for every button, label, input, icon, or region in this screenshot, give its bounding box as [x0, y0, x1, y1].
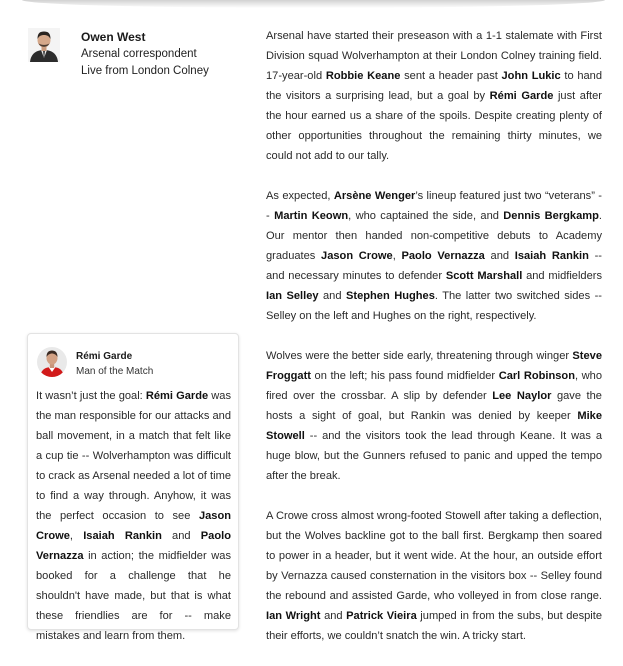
- text-run: and: [484, 250, 515, 262]
- text-run: and: [161, 530, 201, 542]
- text-run: and midfielders: [522, 270, 603, 282]
- bold-name: Rémi Garde: [145, 390, 209, 402]
- bold-name: John Lukic: [501, 70, 561, 82]
- text-run: ’s lineup featured just two “veterans” --: [266, 190, 602, 222]
- bold-name: Robbie Keane: [325, 70, 401, 82]
- match-report-article: [266, 26, 602, 666]
- author-location: Live from London Colney: [81, 65, 209, 77]
- text-run: -- and necessary minutes to defender: [266, 250, 602, 282]
- text-run: to hand the visitors a surprising lead, but a goal by: [266, 70, 602, 102]
- bold-name: Lee Naylor: [492, 390, 552, 402]
- motm-description: [36, 386, 231, 646]
- article-paragraph: [266, 346, 602, 486]
- text-run: was the man responsible for our attacks and ball movement, in a match that felt like a cup tie -- Wolverhampton was difficult to crack as Arsenal needed a lot of time to find a way through. Anyhow, it was the perfect occasion to see: [36, 390, 232, 522]
- text-run: As expected,: [266, 190, 334, 202]
- bold-name: Carl Robinson: [498, 370, 575, 382]
- text-run: and: [320, 610, 347, 622]
- man-of-the-match-card: [27, 333, 239, 642]
- article-paragraph: [266, 186, 602, 326]
- author-byline: [28, 28, 248, 88]
- player-avatar: [37, 347, 67, 377]
- bold-name: Ian Wright: [266, 610, 321, 622]
- text-run: sent a header past: [400, 70, 502, 82]
- bold-name: Steve Froggatt: [266, 350, 602, 382]
- bold-name: Isaiah Rankin: [83, 530, 162, 542]
- bold-name: Paolo Vernazza: [401, 250, 485, 262]
- bold-name: Scott Marshall: [445, 270, 523, 282]
- text-run: jumped in from the subs, but despite their efforts, we couldn’t snatch the win. A tricky start.: [266, 610, 603, 642]
- article-paragraph: [266, 506, 602, 646]
- bold-name: Stephen Hughes: [345, 290, 435, 302]
- bold-name: Martin Keown: [274, 210, 349, 222]
- motm-player-name: Rémi Garde: [76, 351, 133, 362]
- author-avatar: [28, 28, 60, 62]
- author-role: Arsenal correspondent: [81, 48, 197, 60]
- bold-name: Jason Crowe: [321, 250, 393, 262]
- text-run: . Our mentor then handed non-competitive debuts to Academy graduates: [266, 210, 603, 262]
- article-paragraph: [266, 26, 602, 166]
- bold-name: Dennis Bergkamp: [503, 210, 599, 222]
- text-run: on the left; his pass found midfielder: [310, 370, 499, 382]
- author-name: Owen West: [81, 30, 146, 44]
- bold-name: Isaiah Rankin: [514, 250, 589, 262]
- bold-name: Jason Crowe: [36, 510, 231, 542]
- bold-name: Arsène Wenger: [333, 190, 416, 202]
- text-run: gave the hosts a sight of goal, but Rankin was denied by keeper: [266, 390, 602, 422]
- text-run: ,: [392, 250, 402, 262]
- text-run: , who fired over the crossbar. A slip by defender: [266, 370, 603, 402]
- text-run: It wasn’t just the goal:: [36, 390, 146, 402]
- text-run: just after the hour earned us a share of the spoils. Despite creating plenty of other opportunities throughout the remaining thirty minutes, we could not add to our tally.: [266, 90, 602, 162]
- bold-name: Rémi Garde: [489, 90, 554, 102]
- bold-name: Patrick Vieira: [346, 610, 417, 622]
- text-run: A Crowe cross almost wrong-footed Stowell after taking a deflection, but the Wolves backline got to the ball first. Bergkamp then soared to power in a header, but it went wide. At the hour, an outside effort by Vernazza caused consternation in the visitors box -- Selley found the rebound and assisted Garde, who volleyed in from close range.: [266, 510, 602, 602]
- top-shadow-divider: [22, 0, 605, 8]
- text-run: , who captained the side, and: [348, 210, 504, 222]
- text-run: Wolves were the better side early, threatening through winger: [266, 350, 573, 362]
- bold-name: Paolo Vernazza: [36, 530, 231, 562]
- text-run: ,: [69, 530, 84, 542]
- bold-name: Mike Stowell: [266, 410, 602, 442]
- text-run: in action; the midfielder was booked for a challenge that he shouldn't have made, but that is what these friendlies are for -- make mistakes and learn from them.: [36, 550, 231, 642]
- text-run: -- and the visitors took the lead through Keane. It was a huge blow, but the Gunners refused to panic and upped the tempo after the break.: [266, 430, 602, 482]
- bold-name: Ian Selley: [266, 290, 319, 302]
- text-run: and: [318, 290, 346, 302]
- text-run: Arsenal have started their preseason with a 1-1 stalemate with First Division squad Wolverhampton at their London Colney training field. 17-year-old: [266, 30, 602, 82]
- text-run: . The latter two switched sides -- Selley on the left and Hughes on the right, respectively.: [266, 290, 602, 322]
- motm-label: Man of the Match: [76, 366, 154, 377]
